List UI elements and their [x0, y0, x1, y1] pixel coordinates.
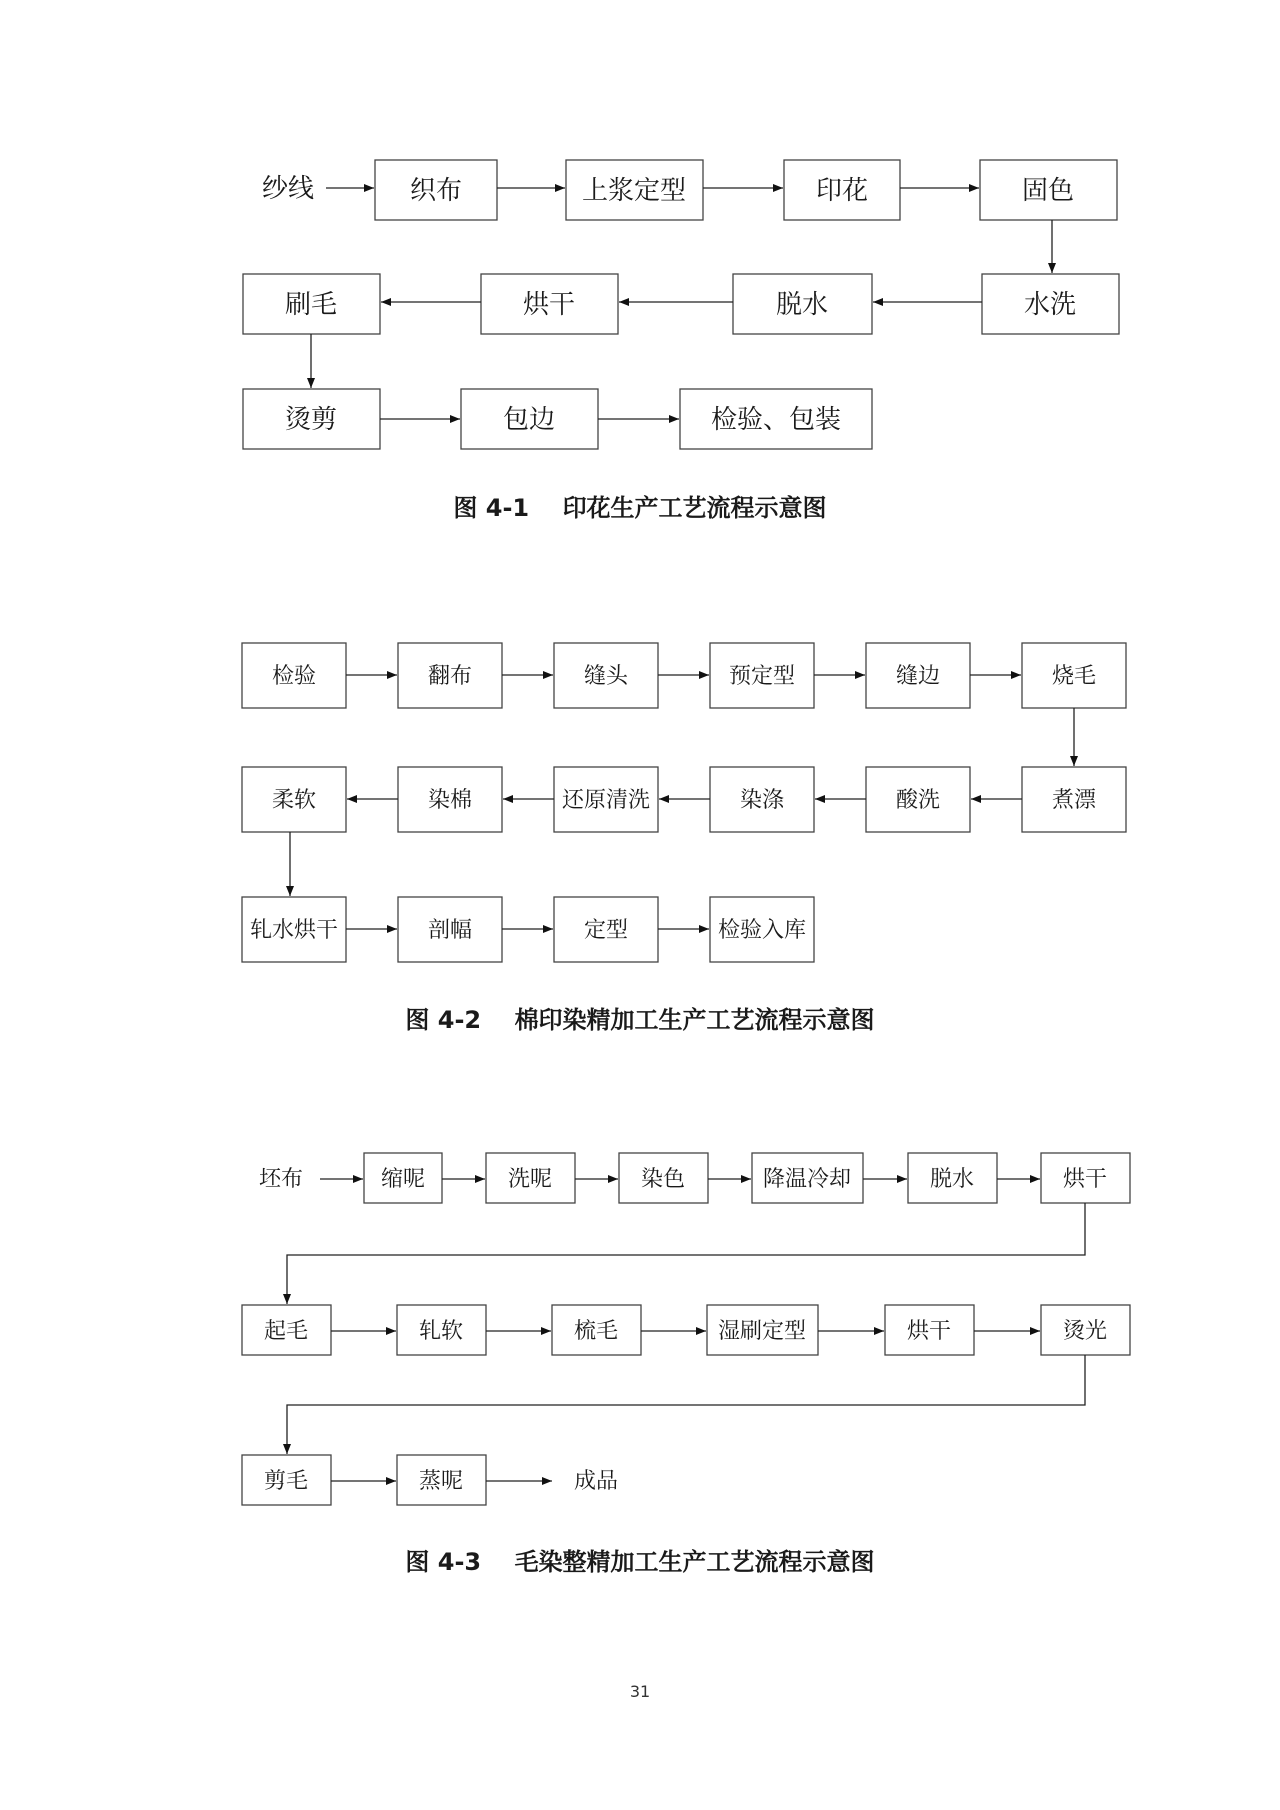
fig2-box-polyester-dyeing-label: 染涤 [739, 788, 785, 813]
fig3-input-label: 坯布 [258, 1167, 304, 1192]
fig2-box-scouring-bleaching-label: 煮漂 [1051, 788, 1097, 813]
fig2-box-pre-setting-label: 预定型 [728, 664, 796, 689]
fig2-box-setting-label: 定型 [583, 918, 629, 943]
fig3-output-label: 成品 [573, 1469, 619, 1494]
fig3-box-wet-brush-setting-label: 湿刷定型 [717, 1319, 807, 1344]
figure-4-1-caption-number: 图 4-1 [453, 494, 530, 522]
fig3-box-softening-label: 轧软 [418, 1319, 464, 1344]
fig2-box-cloth-turning-label: 翻布 [427, 664, 473, 689]
figure-4-2-caption-number: 图 4-2 [405, 1006, 482, 1034]
fig2-box-cotton-dyeing-label: 染棉 [427, 788, 473, 813]
fig1-box-sizing-setting-label: 上浆定型 [581, 176, 687, 206]
fig3-box-shearing-label: 剪毛 [263, 1469, 309, 1494]
fig2-box-padding-drying-label: 轧水烘干 [249, 918, 339, 943]
fig3-box-steaming-label: 蒸呢 [418, 1469, 464, 1494]
fig1-box-brushing-label: 刷毛 [284, 290, 338, 320]
fig1-box-dewatering-label: 脱水 [775, 290, 829, 320]
fig3-box-dewatering-label: 脱水 [929, 1167, 975, 1192]
figure-4-3-caption-title: 毛染整精加工生产工艺流程示意图 [514, 1548, 875, 1576]
fig2-box-inspection-label: 检验 [271, 664, 317, 689]
fig2-box-seaming-label: 缝头 [583, 664, 629, 689]
page-number: 31 [629, 1682, 651, 1701]
fig1-box-washing-label: 水洗 [1023, 290, 1077, 320]
fig3-box-drying-1-label: 烘干 [1062, 1167, 1108, 1192]
fig1-box-weaving-label: 织布 [409, 176, 463, 206]
fig2-box-edge-sewing-label: 缝边 [895, 664, 941, 689]
figure-4-1-caption-title: 印花生产工艺流程示意图 [562, 494, 827, 522]
fig3-box-cooling-label: 降温冷却 [762, 1167, 852, 1192]
fig3-box-dyeing-label: 染色 [640, 1167, 686, 1192]
fig1-box-printing-label: 印花 [815, 176, 869, 206]
fig3-box-raising-label: 起毛 [263, 1319, 309, 1344]
fig1-box-edging-label: 包边 [502, 405, 556, 435]
fig3-connector-row2-row3 [287, 1355, 1085, 1454]
fig3-box-combing-label: 梳毛 [573, 1319, 619, 1344]
fig1-box-inspection-packing-label: 检验、包装 [710, 405, 842, 435]
fig2-box-acid-washing-label: 酸洗 [895, 788, 941, 813]
fig2-box-reduction-cleaning-label: 还原清洗 [561, 788, 651, 813]
figure-4-2-caption-title: 棉印染精加工生产工艺流程示意图 [514, 1006, 875, 1034]
fig2-box-softening-label: 柔软 [271, 788, 317, 813]
fig1-box-drying-label: 烘干 [522, 290, 576, 320]
fig2-box-singeing-label: 烧毛 [1051, 664, 1097, 689]
figure-4-3-caption-number: 图 4-3 [405, 1548, 482, 1576]
figure-4-3-caption [0, 1542, 1280, 1577]
fig2-box-inspection-warehousing-label: 检验入库 [717, 918, 807, 943]
fig3-box-drying-2-label: 烘干 [906, 1319, 952, 1344]
fig1-input-label: 纱线 [261, 174, 315, 204]
fig3-box-milling-wash-label: 洗呢 [507, 1167, 553, 1192]
fig3-connector-row1-row2 [287, 1203, 1085, 1304]
fig1-box-ironing-shearing-label: 烫剪 [284, 405, 338, 435]
fig3-box-ironing-label: 烫光 [1062, 1319, 1108, 1344]
fig2-box-slitting-label: 剖幅 [427, 918, 473, 943]
fig1-box-color-fixing-label: 固色 [1021, 176, 1075, 206]
fig3-box-fulling-label: 缩呢 [380, 1167, 426, 1192]
